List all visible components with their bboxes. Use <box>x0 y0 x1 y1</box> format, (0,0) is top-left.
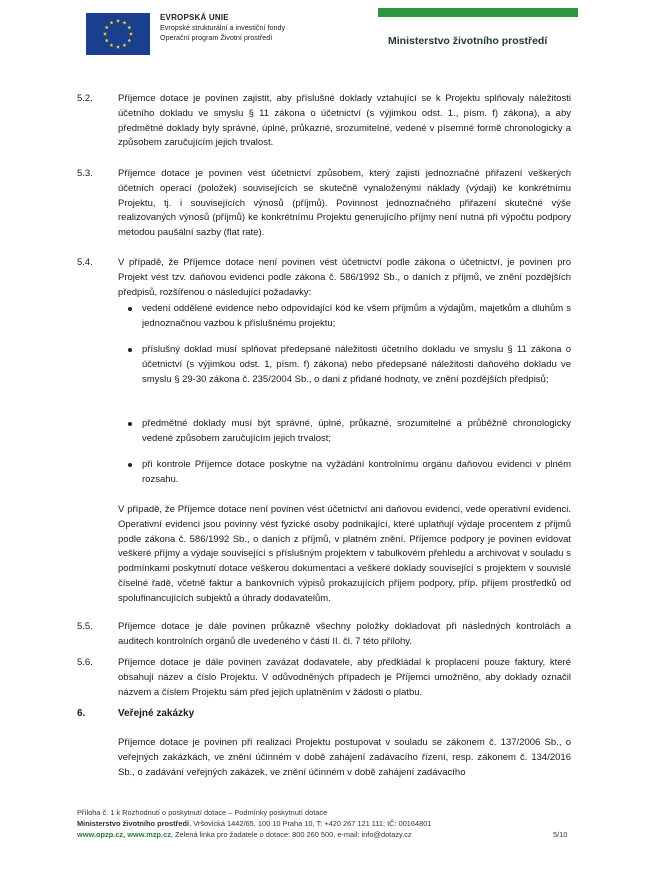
eu-program-text <box>160 13 285 43</box>
eu-funds: Evropské strukturální a investiční fondy <box>160 23 286 32</box>
section-text-5-2: Příjemce dotace je povinen zajistit, aby příslušné doklady vztahující se k Projektu splňovaly náležitosti účetního dokladu ve smyslu § 11 zákona o účetnictví (s výjimkou odst. 1., písm. f) zákona), a aby předmětné doklady byly správné, úplné, průkazné, srozumitelné, vedené v písemné formě chronologicky a způsobem zaručujícím jejich trvalost. <box>118 93 571 149</box>
bullet-text: při kontrole Příjemce dotace poskytne na vyžádání kontrolnímu orgánu daňovou evidenci v plném rozsahu. <box>142 459 571 485</box>
bullet-dot <box>128 422 132 426</box>
page-header <box>0 0 645 75</box>
bullet-dot <box>128 307 132 311</box>
bullet-text: předmětné doklady musí být správné, úplné, průkazné, srozumitelné a průběžně chronologicky vedené způsobem zaručujícím jejich trvalost; <box>142 418 571 444</box>
eu-star-icon <box>122 43 126 47</box>
section-text-6: Příjemce dotace je povinen při realizaci Projektu postupovat v souladu se zákonem č. 137/2006 Sb., o veřejných zakázkách, ve znění účinném v době zahájení zadávacího řízení, resp. zákonem č. 134/2016 Sb., o zadávání veřejných zakázek, ve znění účinném v době zahájení zadávacího <box>118 737 571 778</box>
footer-address-line <box>77 818 577 829</box>
eu-star-icon <box>105 25 109 29</box>
section-text-5-5: Příjemce dotace je dále povinen průkazně všechny položky dokladovat při následných kontrolách a auditech kontrolních orgánů dle uvedeného v části II. čl. 7 této přílohy. <box>118 621 571 647</box>
eu-programme: Operační program Životní prostředí <box>160 33 273 42</box>
section-number-5-6: 5.6. <box>77 657 93 668</box>
section-number-5-4: 5.4. <box>77 257 93 268</box>
ministry-green-bar <box>378 8 578 17</box>
bullet-dot <box>128 348 132 352</box>
eu-star-icon <box>103 32 107 36</box>
section-text-5-3: Příjemce dotace je povinen vést účetnictví způsobem, který zajistí jednoznačné přiřazení veškerých účetních operací (položek) souvisejících se skutečně vynaloženými náklady (výdaji) ke konkrétnímu Projektu, tj. i souvisejících výnosů (příjmů). Povinnost jednoznačného přiřazení skutečné výše realizovaných výnosů (příjmů) ke konkrétnímu Projektu generujícího příjmy není nutná při výpočtu podpory metodou paušální sazby (flat rate). <box>118 168 571 239</box>
eu-star-icon <box>116 45 120 49</box>
eu-star-icon <box>109 43 113 47</box>
section-number-5-5: 5.5. <box>77 621 93 632</box>
bullet-text: příslušný doklad musí splňovat předepsané náležitosti účetního dokladu ve smyslu § 11 zákona o účetnictví (s výjimkou odst. 1, písm. f) zákona) nebo předepsané náležitosti daňového dokladu ve smyslu § 29-30 zákona č. 235/2004 Sb., o dani z přidané hodnoty, ve znění pozdějších předpisů; <box>142 344 571 385</box>
footer-ministry-name: Ministerstvo životního prostředí <box>77 819 190 828</box>
eu-star-icon <box>105 38 109 42</box>
section-number-5-2: 5.2. <box>77 93 93 104</box>
footer-contact-line <box>77 829 577 840</box>
eu-flag-logo <box>86 13 150 55</box>
eu-star-icon <box>129 32 133 36</box>
footer-address: , Vršovická 1442/65, 100 10 Praha 10, T: +420 267 121 111; IČ: 00164801 <box>189 819 432 828</box>
eu-star-icon <box>122 21 126 25</box>
eu-star-icon <box>127 25 131 29</box>
bullet-dot <box>128 463 132 467</box>
eu-star-icon <box>116 19 120 23</box>
eu-star-icon <box>109 21 113 25</box>
footer-annex-line: Příloha č. 1 k Rozhodnutí o poskytnutí dotace – Podmínky poskytnutí dotace <box>77 808 328 817</box>
bullet-text: vedení oddělené evidence nebo odpovídající kód ke všem příjmům a výdajům, majetkům a dluhům s jednoznačnou vazbou k příslušnému projektu; <box>142 303 571 329</box>
section-text-5-6: Příjemce dotace je dále povinen zavázat dodavatele, aby předkládal k proplacení pouze faktury, které obsahují název a číslo Projektu. V odůvodněných případech je Příjemci umožněno, aby doklady označil názvem a číslem Projektu sám před jejich uplatněním v žádosti o platbu. <box>118 657 571 698</box>
section-heading-6: Veřejné zakázky <box>118 708 195 719</box>
eu-star-icon <box>127 38 131 42</box>
footer-web-links[interactable]: www.opzp.cz, www.mzp.cz <box>77 830 171 839</box>
section-closing-5-4: V případě, že Příjemce dotace není povinen vést účetnictví ani daňovou evidenci, vede operativní evidenci. Operativní evidenci jsou povinny vést fyzické osoby podnikající, které uplatňují výdaje procentem z příjmů podle zákona č. 586/1992 Sb., o daních z příjmů, v platném znění. Příjemce podpory je povinen evidovat veškeré příjmy a výdaje související s příslušným projektem v tabulkovém přehledu a archivovat v souladu s podmínkami poskytnutí dotace veškerou dokumentaci a veškeré doklady související s projektem v souvislé číselné řadě, včetně faktur a bankovních výpisů prokazujících příjem podpory, příp. příjem prostředků od spolufinancujících subjektů a úhrady dodavatelům. <box>118 504 571 604</box>
section-number-6: 6. <box>77 708 86 719</box>
section-intro-5-4: V případě, že Příjemce dotace není povinen vést účetnictví podle zákona o účetnictví, je povinen pro Projekt vést tzv. daňovou evidenci podle zákona č. 586/1992 Sb., o daních z příjmů, ve znění pozdějších předpisů, rozšířenou o následující požadavky: <box>118 257 571 298</box>
eu-name: EVROPSKÁ UNIE <box>160 13 229 22</box>
ministry-name: Ministerstvo životního prostředí <box>388 35 548 47</box>
section-number-5-3: 5.3. <box>77 168 93 179</box>
page-number: 5/10 <box>553 830 568 839</box>
page-footer <box>77 807 577 840</box>
ministry-logo <box>378 8 578 58</box>
footer-contact: , Zelená linka pro žadatele o dotace: 800 260 500, e-mail: info@dotazy.cz <box>170 830 412 839</box>
